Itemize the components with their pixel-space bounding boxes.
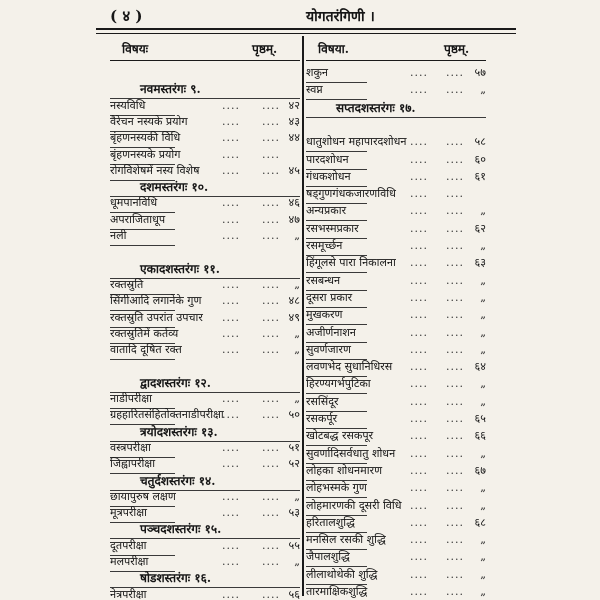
page-number-entry: ६२ [474, 221, 486, 235]
page-number-entry: „ [480, 481, 486, 495]
leader-dots: .... [222, 212, 240, 226]
entry-label: जैपालशुद्धि [306, 550, 350, 564]
page-number-entry: „ [480, 342, 486, 356]
page-number-entry: ६० [474, 152, 486, 166]
leader-dots: .... [222, 343, 240, 357]
entry-label: दशमस्तरंगः १०. [140, 180, 209, 195]
entry-label: पारदशोधन [306, 152, 349, 166]
leader-dots: .... [222, 392, 240, 405]
leader-dots: .... [410, 135, 428, 149]
entry-label: अपराजिताधूप [110, 212, 166, 226]
leader-dots: .... [222, 277, 240, 291]
leader-dots: .... [446, 360, 464, 374]
leader-dots: .... [262, 506, 280, 520]
entry-label: वातादि दूषित रक्त [110, 343, 182, 357]
leader-dots: .... [262, 294, 280, 308]
leader-dots: .... [222, 229, 240, 242]
leader-dots: .... [262, 98, 280, 112]
entry-label: अन्यप्रकार [306, 204, 347, 218]
leader-dots: .... [222, 408, 240, 422]
leader-dots: .... [222, 587, 240, 600]
leader-dots: .... [446, 221, 464, 235]
page-title: योगतरंगिणी । [306, 9, 375, 25]
leader-dots: .... [410, 412, 428, 425]
leader-dots: .... [446, 290, 464, 304]
page-number-entry: ५७ [474, 66, 486, 79]
entry-label: चतुर्दशस्तरंगः १४. [140, 473, 216, 488]
page-number-entry: ६४ [474, 360, 486, 374]
leader-dots: .... [446, 446, 464, 460]
entry-label: जिह्वापरीक्षा [110, 457, 156, 471]
entry-label: हिरण्यगर्भपुटिका [306, 377, 371, 391]
entry-label: लोहमारणकी दूसरी विधि [306, 498, 402, 512]
leader-dots: .... [446, 308, 464, 322]
leader-dots: .... [410, 308, 428, 322]
page-number-entry: „ [480, 290, 486, 304]
entry-label: तारमाक्षिकशुद्धि [306, 585, 368, 598]
leader-dots: .... [410, 83, 428, 97]
leader-dots: .... [222, 98, 240, 112]
page-number-entry: „ [294, 343, 300, 357]
entry-label: रक्तस्रुति उपरांत उपचार [110, 310, 203, 324]
left-heading-rule [110, 60, 300, 61]
leader-dots: .... [222, 555, 240, 568]
page-number-entry: „ [480, 533, 486, 547]
left-page-heading: पृष्ठम्. [252, 42, 278, 56]
page-number-entry: „ [480, 273, 486, 287]
entry-label: रोगविशेषमें नस्य विशेष [110, 163, 200, 177]
page-number-entry: ४५ [288, 163, 300, 177]
page-number-entry: „ [480, 446, 486, 460]
header-rule [96, 28, 516, 30]
entry-label: हरितालशुद्धि [306, 515, 355, 529]
entry-label: बृंहणनस्यकी विधि [110, 131, 181, 145]
entry-label: नवमस्तरंगः ९. [140, 82, 201, 97]
leader-dots: .... [410, 463, 428, 477]
leader-dots: .... [262, 196, 280, 210]
leader-dots: .... [410, 394, 428, 408]
leader-dots: .... [262, 114, 280, 128]
leader-dots: .... [222, 294, 240, 308]
entry-label: वैरेचन नस्यके प्रयोग [110, 114, 188, 128]
leader-dots: .... [222, 326, 240, 340]
leader-dots: .... [410, 550, 428, 564]
page-number-entry: ४२ [288, 98, 300, 112]
leader-dots: .... [446, 533, 464, 547]
leader-dots: .... [222, 147, 240, 161]
leader-dots: .... [222, 163, 240, 177]
leader-dots: .... [222, 131, 240, 145]
leader-dots: .... [262, 489, 280, 503]
page-number-entry: „ [294, 489, 300, 503]
entry-label: स्वप्न [306, 83, 323, 97]
leader-dots: .... [446, 429, 464, 443]
leader-dots: .... [222, 506, 240, 520]
leader-dots: .... [446, 550, 464, 564]
entry-label: षड्गुणगंधकजारणविधि [306, 187, 396, 201]
leader-dots: .... [410, 239, 428, 252]
entry-label: मूत्रपरीक्षा [110, 506, 147, 520]
leader-dots: .... [446, 585, 464, 598]
entry-label: नेत्रपरीक्षा [110, 587, 147, 600]
page-number-entry: ४९ [288, 310, 300, 324]
leader-dots: .... [410, 429, 428, 443]
leader-dots: .... [410, 585, 428, 598]
entry-label: नाडीपरीक्षा [110, 392, 153, 405]
page-header [96, 4, 516, 30]
page-number-entry: „ [480, 498, 486, 512]
leader-dots: .... [262, 326, 280, 340]
page-number-entry: „ [294, 555, 300, 568]
entry-label: पञ्चदशस्तरंगः १५. [140, 522, 222, 537]
right-contents-row [306, 582, 486, 600]
leader-dots: .... [410, 66, 428, 79]
leader-dots: .... [446, 412, 464, 425]
left-contents-row [110, 585, 300, 600]
leader-dots: .... [410, 290, 428, 304]
page-number-entry: „ [294, 277, 300, 291]
entry-label: सुवर्णादिसर्वधातु शोधन [306, 446, 396, 460]
entry-label: रसबन्धन [306, 273, 341, 287]
right-page-heading: पृष्ठम्. [444, 42, 470, 56]
page-number-entry: „ [480, 83, 486, 97]
leader-dots: .... [410, 221, 428, 235]
leader-dots: .... [410, 187, 428, 201]
page-number-entry: ४४ [288, 131, 300, 145]
leader-dots: .... [262, 538, 280, 552]
leader-dots: .... [262, 392, 280, 405]
leader-dots: .... [222, 489, 240, 503]
leader-dots: .... [262, 555, 280, 568]
leader-dots: .... [222, 196, 240, 210]
entry-label: लवणभेद सुधानिधिरस [306, 360, 393, 374]
leader-dots: .... [446, 342, 464, 356]
entry-label: धूमपानविधि [110, 196, 158, 210]
leader-dots: .... [410, 567, 428, 581]
leader-dots: .... [262, 310, 280, 324]
page-number-entry: „ [480, 567, 486, 581]
entry-label: एकादशस्तरंगः ११. [140, 261, 220, 276]
right-heading-rule [306, 60, 486, 61]
page-number-entry: „ [480, 239, 486, 252]
entry-label: लीलाथोथेकी शुद्धि [306, 567, 378, 581]
leader-dots: .... [410, 325, 428, 339]
entry-label: धातुशोधन महापारदशोधन [306, 135, 407, 149]
entry-label: रससिंदूर [306, 394, 339, 408]
leader-dots: .... [446, 498, 464, 512]
entry-label: रसमूर्च्छन [306, 239, 343, 252]
page-number-entry: ५३ [288, 506, 300, 520]
entry-label: गंधकशोधन [306, 169, 351, 183]
leader-dots: .... [262, 408, 280, 422]
leader-dots: .... [446, 377, 464, 391]
page-number-entry: ५५ [288, 538, 300, 552]
entry-label: रसभस्मप्रकार [306, 221, 359, 235]
header-rule-thin [96, 33, 516, 34]
leader-dots: .... [222, 114, 240, 128]
entry-label: सप्तदशस्तरंगः १७. [336, 100, 416, 115]
page-number: ( ४ ) [110, 7, 143, 25]
entry-label: ग्रहहारितसंहितोक्तनाडीपरीक्षा [110, 408, 224, 422]
page-number-entry: „ [480, 394, 486, 408]
leader-dots: .... [446, 325, 464, 339]
entry-label: रक्तस्रुति [110, 277, 144, 291]
page-number-entry: ५२ [288, 457, 300, 471]
leader-dots: .... [446, 83, 464, 97]
leader-dots: .... [410, 360, 428, 374]
page-number-entry: ६६ [474, 429, 486, 443]
left-subject-heading: विषयः [122, 42, 149, 56]
leader-dots: .... [410, 342, 428, 356]
right-subject-heading: विषया. [318, 42, 349, 56]
page-number-entry: „ [480, 585, 486, 598]
leader-dots: .... [446, 256, 464, 270]
leader-dots: .... [262, 131, 280, 145]
page-number-entry: ४८ [288, 294, 300, 308]
leader-dots: .... [262, 277, 280, 291]
leader-dots: .... [410, 152, 428, 166]
entry-label: हिंगूलसे पारा निकालना [306, 256, 396, 270]
leader-dots: .... [446, 394, 464, 408]
leader-dots: .... [410, 377, 428, 391]
page-number-entry: ५८ [474, 135, 486, 149]
leader-dots: .... [410, 204, 428, 218]
entry-label: नली [110, 229, 127, 242]
leader-dots: .... [262, 212, 280, 226]
page-number-entry: „ [480, 377, 486, 391]
page-number-entry: ४६ [288, 196, 300, 210]
entry-label: लोहका शोधनमारण [306, 463, 383, 477]
leader-dots: .... [410, 533, 428, 547]
page-number-entry: ४७ [288, 212, 300, 226]
entry-label: छायापुरुष लक्षण [110, 489, 176, 503]
page-number-entry: ६७ [474, 463, 486, 477]
leader-dots: .... [262, 163, 280, 177]
entry-label: खोटबद्ध रसकपूर [306, 429, 374, 443]
leader-dots: .... [446, 204, 464, 218]
leader-dots: .... [446, 135, 464, 149]
page-number-entry: ६८ [474, 515, 486, 529]
leader-dots: .... [262, 147, 280, 161]
page-number-entry: ४३ [288, 114, 300, 128]
entry-label: अजीर्णनाशन [306, 325, 356, 339]
leader-dots: .... [222, 457, 240, 471]
column-divider [302, 36, 304, 596]
leader-dots: .... [446, 169, 464, 183]
page-number-entry: ६३ [474, 256, 486, 270]
page-number-entry: ५६ [288, 587, 300, 600]
entry-label: रक्तस्रुतिमें कर्तव्य [110, 326, 179, 340]
leader-dots: .... [222, 310, 240, 324]
entry-label: त्रयोदशस्तरंगः १३. [140, 424, 218, 439]
leader-dots: .... [262, 440, 280, 454]
leader-dots: .... [262, 229, 280, 242]
leader-dots: .... [262, 343, 280, 357]
entry-label: बृंहणनस्यके प्रयोग [110, 147, 181, 161]
entry-label: वस्त्रपरीक्षा [110, 440, 151, 454]
page-number-entry: „ [480, 308, 486, 322]
leader-dots: .... [410, 498, 428, 512]
leader-dots: .... [446, 187, 464, 201]
page-number-entry: „ [480, 550, 486, 564]
entry-label: सुवर्णजारण [306, 342, 351, 356]
leader-dots: .... [446, 567, 464, 581]
leader-dots: .... [222, 538, 240, 552]
leader-dots: .... [446, 481, 464, 495]
leader-dots: .... [446, 66, 464, 79]
leader-dots: .... [262, 457, 280, 471]
leader-dots: .... [222, 440, 240, 454]
page-number-entry: „ [294, 392, 300, 405]
leader-dots: .... [410, 515, 428, 529]
page-number-entry: ५० [288, 408, 300, 422]
entry-label: नस्यविधि [110, 98, 146, 112]
entry-label: मनसिल रसकी शुद्धि [306, 533, 386, 547]
page-number-entry: ६५ [474, 412, 486, 425]
page-number-entry: „ [294, 229, 300, 242]
entry-label: मुखकरण [306, 308, 343, 322]
page-number-entry: ६१ [474, 169, 486, 183]
leader-dots: .... [410, 256, 428, 270]
entry-label: मलपरीक्षा [110, 555, 149, 568]
page-number-entry: ५१ [288, 440, 300, 454]
leader-dots: .... [262, 587, 280, 600]
page-number-entry: „ [480, 204, 486, 218]
leader-dots: .... [410, 481, 428, 495]
entry-label: द्वादशस्तरंगः १२. [140, 375, 211, 390]
page-number-entry: „ [480, 325, 486, 339]
leader-dots: .... [446, 239, 464, 252]
page-number-entry: „ [294, 326, 300, 340]
entry-label: लोहभस्मके गुण [306, 481, 367, 495]
leader-dots: .... [410, 169, 428, 183]
leader-dots: .... [446, 152, 464, 166]
entry-label: सिंगीआदि लगानेके गुण [110, 294, 202, 308]
entry-label: शकुन [306, 66, 329, 79]
entry-label: रसकर्पूर [306, 412, 338, 425]
entry-label: दूसरा प्रकार [306, 290, 353, 304]
leader-dots: .... [446, 273, 464, 287]
entry-label: दूतपरीक्षा [110, 538, 147, 552]
leader-dots: .... [410, 446, 428, 460]
entry-label: षोडशस्तरंगः १६. [140, 571, 212, 586]
leader-dots: .... [446, 463, 464, 477]
leader-dots: .... [446, 515, 464, 529]
leader-dots: .... [410, 273, 428, 287]
